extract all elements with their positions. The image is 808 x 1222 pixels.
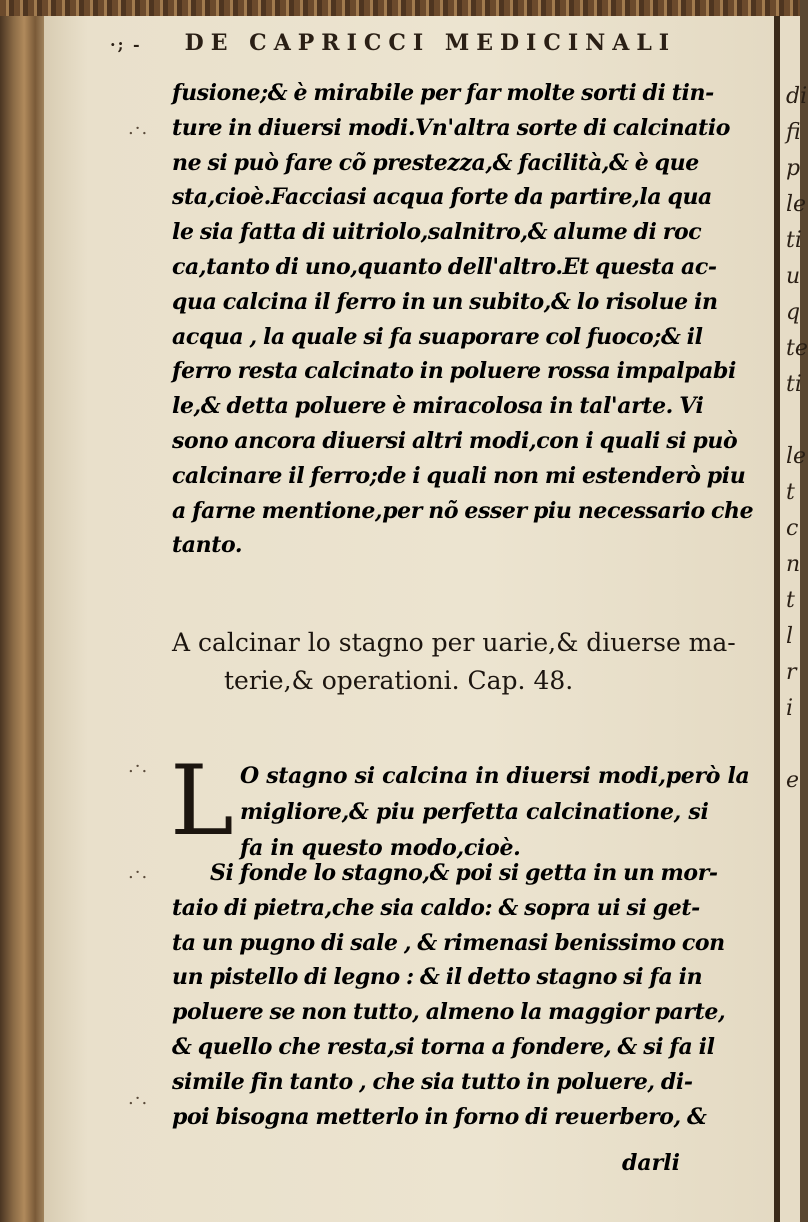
- facing-page-fragment: t: [786, 480, 795, 505]
- text-line: ferro resta calcinato in poluere rossa impalpabi: [172, 358, 736, 385]
- text-line: a farne mentione,per nõ esser piu necessario che: [172, 497, 754, 524]
- running-header: [110, 30, 730, 70]
- facing-page-fragment: fi: [786, 120, 801, 145]
- facing-page-fragment: ti: [786, 228, 802, 253]
- text-line: poi bisogna metterlo in forno di reuerbero, &: [172, 1103, 707, 1130]
- book-top-edge: [0, 0, 800, 16]
- facing-page-fragment: l: [786, 624, 794, 649]
- margin-marker: .·.: [128, 756, 149, 777]
- text-line: fusione;& è mirabile per far molte sorti di tin-: [172, 80, 714, 106]
- facing-page-fragment: u: [786, 264, 801, 289]
- text-line: fa in questo modo,cioè.: [240, 835, 521, 861]
- chapter-heading-line: A calcinar lo stagno per uarie,& diuerse ma-: [172, 628, 736, 657]
- text-line: taio di pietra,che sia caldo: & sopra ui si get-: [172, 894, 700, 921]
- text-line: un pistello di legno : & il detto stagno si fa in: [172, 964, 703, 991]
- text-line: le,& detta poluere è miracolosa in tal'arte. Vi: [172, 393, 704, 420]
- facing-page-fragment: le: [786, 192, 807, 217]
- facing-page-fragment: le: [786, 444, 807, 469]
- text-line: calcinare il ferro;de i quali non mi estenderò piu: [172, 462, 746, 489]
- text-line: ca,tanto di uno,quanto dell'altro.Et questa ac-: [172, 253, 717, 280]
- facing-page-fragment: n: [786, 552, 801, 577]
- paragraph-iron-calcination: [172, 76, 754, 563]
- text-line: tanto.: [172, 532, 243, 559]
- text-line: sono ancora diuersi altri modi,con i quali si può: [172, 427, 738, 454]
- text-line: ture in diuersi modi.Vn'altra sorte di calcinatio: [172, 114, 731, 141]
- header-ornament: ·; -: [110, 35, 142, 54]
- text-line: ne si può fare cõ prestezza,& facilità,& è que: [172, 149, 699, 176]
- text-line: sta,cioè.Facciasi acqua forte da partire,la qua: [172, 184, 712, 211]
- paragraph-tin-method: [172, 856, 732, 1134]
- chapter-heading-line: terie,& operationi. Cap. 48.: [224, 666, 574, 695]
- text-line: le sia fatta di uitriolo,salnitro,& alume di roc: [172, 219, 702, 246]
- text-line: Si fonde lo stagno,& poi si getta in un mor-: [210, 860, 718, 886]
- facing-page-fragment: r: [786, 660, 797, 685]
- chapter-heading: [172, 628, 736, 704]
- text-line: ta un pugno di sale , & rimenasi benissimo con: [172, 929, 725, 956]
- paragraph-tin-intro: [240, 758, 750, 866]
- text-line: migliore,& piu perfetta calcinatione, si: [240, 799, 709, 825]
- text-line: O stagno si calcina in diuersi modi,però la: [240, 763, 750, 789]
- text-line: & quello che resta,si torna a fondere, & si fa il: [172, 1033, 715, 1060]
- text-line: acqua , la quale si fa suaporare col fuoco;& il: [172, 323, 703, 350]
- facing-page-fragment: ti: [786, 372, 802, 397]
- margin-marker: .·.: [128, 118, 149, 139]
- catchword: darli: [622, 1150, 680, 1176]
- drop-cap-initial: L: [170, 745, 234, 857]
- facing-page-fragment: q: [786, 300, 801, 325]
- text-line: poluere se non tutto, almeno la maggior parte,: [172, 999, 726, 1026]
- facing-page-fragment: di: [786, 84, 808, 109]
- book-binding: [0, 16, 44, 1222]
- facing-page-fragment: t: [786, 588, 795, 613]
- margin-marker: .·.: [128, 1088, 149, 1109]
- facing-page-fragment: te: [786, 336, 808, 361]
- facing-page-fragment: p: [786, 156, 801, 181]
- text-line: simile fin tanto , che sia tutto in poluere, di-: [172, 1068, 693, 1095]
- facing-page-fragment: c: [786, 516, 799, 541]
- facing-page-fragment: e: [786, 768, 800, 793]
- running-title: DE CAPRICCI MEDICINALI: [184, 30, 677, 56]
- margin-marker: .·.: [128, 862, 149, 883]
- facing-page-edge: [780, 16, 808, 1222]
- text-line: qua calcina il ferro in un subito,& lo risolue in: [172, 288, 718, 315]
- facing-page-fragment: i: [786, 696, 794, 721]
